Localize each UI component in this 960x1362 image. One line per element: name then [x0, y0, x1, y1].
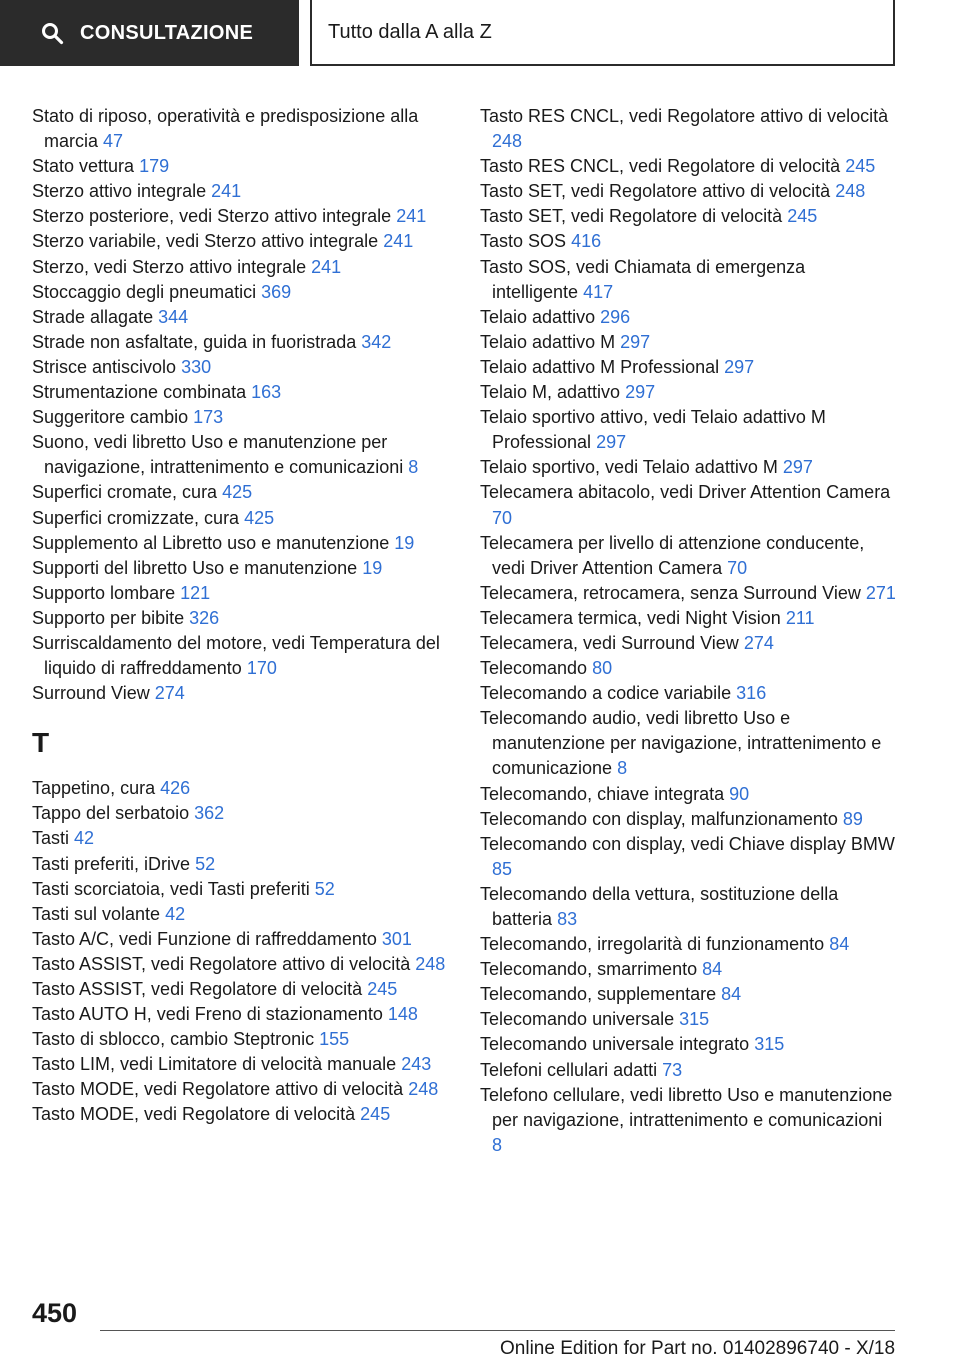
page-reference-link[interactable]: 52	[195, 853, 216, 874]
index-entry-text: Tasto ASSIST, vedi Regolatore attivo di velocità	[32, 953, 411, 974]
index-entry-text: Telecomando audio, vedi libretto Uso e manutenzione per navigazione, intrattenimento e comunicazione	[480, 708, 882, 779]
index-entry	[480, 982, 896, 1007]
index-entry-text: Supporto per bibite	[32, 607, 185, 628]
page-reference-link[interactable]: 245	[360, 1104, 391, 1125]
index-entry	[480, 455, 896, 480]
index-entry-text: Telecamera, vedi Surround View	[480, 632, 739, 653]
index-entry-text: Tasto di sblocco, cambio Steptronic	[32, 1029, 315, 1050]
index-entry-text: Suggeritore cambio	[32, 407, 189, 428]
index-entry-text: Telaio sportivo attivo, vedi Telaio adattivo M Professional	[480, 407, 826, 453]
index-entry	[480, 405, 896, 455]
index-entry	[32, 801, 448, 826]
index-entry-text: Telecamera abitacolo, vedi Driver Attention Camera	[480, 482, 891, 503]
index-entry	[480, 606, 896, 631]
page-reference-link[interactable]: 179	[139, 156, 170, 177]
edition-footer: Online Edition for Part no. 01402896740 - X/18	[500, 1338, 896, 1359]
index-entry	[32, 681, 448, 706]
index-entry	[32, 977, 448, 1002]
page-reference-link[interactable]: 84	[702, 959, 723, 980]
page-reference-link[interactable]: 425	[222, 482, 253, 503]
index-entry-text: Sterzo attivo integrale	[32, 181, 207, 202]
page-reference-link[interactable]: 243	[401, 1054, 432, 1075]
index-entry-text: Supporto lombare	[32, 582, 176, 603]
index-entry	[32, 480, 448, 505]
index-entry	[32, 405, 448, 430]
page-reference-link[interactable]: 90	[729, 783, 750, 804]
index-entry-text: Telaio adattivo	[480, 306, 596, 327]
page-reference-link[interactable]: 163	[251, 382, 282, 403]
index-entry-text: Strumentazione combinata	[32, 382, 247, 403]
index-entry	[32, 506, 448, 531]
index-entry	[480, 782, 896, 807]
index-entry	[480, 1007, 896, 1032]
page-reference-link[interactable]: 83	[557, 909, 578, 929]
page-reference-link[interactable]: 344	[158, 306, 189, 327]
index-entry	[32, 606, 448, 631]
page-reference-link[interactable]: 85	[492, 858, 513, 879]
index-entry-text: Tasto SOS	[480, 231, 567, 252]
index-entry-text: Stato di riposo, operatività e predisposizione alla marcia	[32, 106, 419, 152]
index-entry-text: Tasto AUTO H, vedi Freno di stazionamento	[32, 1004, 383, 1025]
page-reference-link[interactable]: 80	[592, 658, 613, 679]
index-entry-text: Telecomando della vettura, sostituzione della batteria	[480, 883, 839, 929]
page-reference-link[interactable]: 297	[724, 356, 755, 377]
page-reference-link[interactable]: 330	[181, 356, 212, 377]
page-reference-link[interactable]: 73	[662, 1059, 683, 1080]
page-reference-link[interactable]: 89	[842, 808, 863, 829]
page-reference-link[interactable]: 248	[492, 131, 523, 152]
index-entry	[32, 581, 448, 606]
page-reference-link[interactable]: 245	[787, 206, 818, 227]
index-entry-text: Superfici cromate, cura	[32, 482, 218, 503]
section-letter: T	[32, 727, 50, 759]
page-reference-link[interactable]: 211	[785, 607, 815, 628]
index-entry-text: Tasti scorciatoia, vedi Tasti preferiti	[32, 878, 310, 899]
index-entry	[32, 355, 448, 380]
page-reference-link[interactable]: 369	[261, 281, 292, 302]
page-reference-link[interactable]: 326	[189, 607, 220, 628]
index-entry	[32, 556, 448, 581]
index-entry	[480, 380, 896, 405]
search-tab-label: CONSULTAZIONE	[80, 21, 254, 44]
page-reference-link[interactable]: 121	[180, 582, 211, 603]
page-reference-link[interactable]: 274	[743, 632, 774, 653]
left-entries-top	[32, 104, 448, 706]
index-entry	[480, 355, 896, 380]
page-reference-link[interactable]: 362	[194, 803, 225, 824]
page-reference-link[interactable]: 241	[311, 256, 342, 277]
index-entry-text: Strade allagate	[32, 306, 154, 327]
page-reference-link[interactable]: 301	[381, 928, 412, 949]
page-reference-link[interactable]: 316	[736, 683, 767, 704]
header-bar	[0, 0, 960, 66]
index-entry	[32, 104, 448, 154]
page-reference-link[interactable]: 70	[727, 557, 748, 578]
index-entry	[480, 882, 896, 932]
index-entry	[480, 104, 896, 154]
index-entry	[32, 902, 448, 927]
index-entry-text: Surround View	[32, 683, 150, 704]
page-reference-link[interactable]: 248	[835, 181, 866, 202]
page-reference-link[interactable]: 425	[244, 507, 275, 528]
index-entry	[480, 305, 896, 330]
index-entry-text: Tasti preferiti, iDrive	[32, 853, 191, 874]
index-entry	[480, 204, 896, 229]
index-entry-text: Telecomando	[480, 658, 588, 679]
index-entry-text: Telecomando con display, vedi Chiave display BMW	[480, 833, 895, 854]
index-entry	[480, 957, 896, 982]
page-reference-link[interactable]: 274	[154, 683, 185, 704]
left-entries-bottom	[32, 776, 448, 1127]
index-entry	[32, 154, 448, 179]
page-reference-link[interactable]: 416	[571, 231, 602, 252]
index-entry	[32, 280, 448, 305]
index-entry	[480, 656, 896, 681]
index-entry-text: Sterzo variabile, vedi Sterzo attivo integrale	[32, 231, 379, 252]
index-entry-text: Telecomando, supplementare	[480, 984, 717, 1005]
index-entry-text: Superfici cromizzate, cura	[32, 507, 240, 528]
page-reference-link[interactable]: 241	[211, 181, 242, 202]
page-reference-link[interactable]: 8	[617, 758, 628, 779]
index-entry	[32, 1052, 448, 1077]
index-entry-text: Telecamera per livello di attenzione conducente, vedi Driver Attention Camera	[480, 532, 865, 578]
index-entry	[32, 877, 448, 902]
page-reference-link[interactable]: 70	[492, 507, 513, 528]
index-entry	[32, 852, 448, 877]
index-entry	[480, 681, 896, 706]
page-reference-link[interactable]: 241	[396, 206, 427, 227]
index-entry	[480, 581, 896, 606]
index-entry	[480, 932, 896, 957]
page-reference-link[interactable]: 42	[74, 828, 95, 849]
page-reference-link[interactable]: 42	[165, 903, 186, 924]
index-entry-text: Surriscaldamento del motore, vedi Temperatura del liquido di raffreddamento	[32, 632, 440, 679]
footer-divider	[100, 1330, 895, 1331]
index-entry-text: Telaio sportivo, vedi Telaio adattivo M	[480, 457, 778, 478]
index-entry	[480, 480, 896, 530]
page-reference-link[interactable]: 271	[865, 582, 896, 603]
left-column	[32, 104, 448, 1128]
index-entry-text: Telecomando universale integrato	[480, 1034, 750, 1055]
index-entry-text: Telecomando, irregolarità di funzionamento	[480, 934, 825, 955]
index-entry-text: Supporti del libretto Uso e manutenzione	[32, 557, 358, 578]
index-columns	[32, 104, 896, 1274]
page-reference-link[interactable]: 297	[782, 457, 813, 478]
index-entry	[480, 1058, 896, 1083]
index-entry-text: Tasto MODE, vedi Regolatore di velocità	[32, 1104, 356, 1125]
index-entry-text: Telefono cellulare, vedi libretto Uso e manutenzione per navigazione, intrattenimento e comunicazioni	[480, 1084, 893, 1130]
index-entry	[480, 154, 896, 179]
index-entry-text: Telecomando, chiave integrata	[480, 783, 725, 804]
index-entry-text: Tasto SET, vedi Regolatore di velocità	[480, 206, 783, 227]
index-entry-text: Tasti sul volante	[32, 903, 161, 924]
index-entry	[480, 631, 896, 656]
index-entry	[32, 927, 448, 952]
page-number: 450	[32, 1298, 78, 1328]
index-entry	[32, 1077, 448, 1102]
index-entry-text: Tasto RES CNCL, vedi Regolatore attivo di velocità	[480, 106, 889, 126]
page-reference-link[interactable]: 170	[246, 658, 277, 679]
index-entry	[480, 807, 896, 832]
section-title: Tutto dalla A alla Z	[328, 20, 492, 43]
page-reference-link[interactable]: 8	[408, 457, 419, 478]
index-entry-text: Tasto LIM, vedi Limitatore di velocità manuale	[32, 1054, 397, 1075]
search-icon	[40, 21, 64, 45]
index-entry	[32, 952, 448, 977]
index-entry	[32, 229, 448, 254]
index-entry-text: Strisce antiscivolo	[32, 356, 177, 377]
index-entry-text: Telecomando, smarrimento	[480, 959, 698, 980]
index-entry-text: Tasto MODE, vedi Regolatore attivo di velocità	[32, 1079, 404, 1100]
index-entry-text: Suono, vedi libretto Uso e manutenzione per navigazione, intrattenimento e comunicazioni	[32, 432, 404, 478]
page-reference-link[interactable]: 248	[415, 953, 446, 974]
index-entry-text: Telecomando a codice variabile	[480, 683, 732, 704]
index-entry	[32, 776, 448, 801]
index-entry-text: Telecamera, retrocamera, senza Surround View	[480, 582, 861, 603]
index-entry	[480, 1083, 896, 1158]
page-reference-link[interactable]: 245	[367, 979, 398, 999]
page-reference-link[interactable]: 148	[387, 1004, 418, 1025]
page-reference-link[interactable]: 84	[721, 984, 742, 1005]
right-column	[480, 104, 896, 1158]
index-entry	[32, 826, 448, 851]
page-reference-link[interactable]: 245	[845, 156, 876, 177]
index-entry	[480, 706, 896, 781]
page-reference-link[interactable]: 315	[679, 1009, 710, 1030]
page-reference-link[interactable]: 315	[754, 1034, 785, 1055]
index-entry-text: Tasto ASSIST, vedi Regolatore di velocità	[32, 979, 363, 999]
index-entry	[32, 380, 448, 405]
page-reference-link[interactable]: 297	[625, 382, 656, 403]
index-entry-text: Telaio adattivo M	[480, 331, 616, 352]
index-entry-text: Tasto SOS, vedi Chiamata di emergenza intelligente	[480, 256, 806, 302]
index-entry-text: Sterzo posteriore, vedi Sterzo attivo integrale	[32, 206, 392, 227]
index-entry	[32, 255, 448, 280]
index-entry	[480, 832, 896, 882]
index-entry-text: Telecomando con display, malfunzionamento	[480, 808, 838, 829]
page-reference-link[interactable]: 173	[193, 407, 224, 428]
index-entry-text: Telefoni cellulari adatti	[480, 1059, 658, 1080]
page-reference-link[interactable]: 8	[492, 1134, 503, 1155]
index-entry-text: Tasto RES CNCL, vedi Regolatore di velocità	[480, 156, 841, 177]
index-entry	[32, 1027, 448, 1052]
index-entry-text: Strade non asfaltate, guida in fuoristrada	[32, 331, 357, 352]
section-title-tab[interactable]	[310, 0, 895, 66]
page-reference-link[interactable]: 52	[314, 878, 335, 899]
index-entry-text: Tappo del serbatoio	[32, 803, 190, 824]
index-entry	[480, 255, 896, 305]
index-entry	[480, 229, 896, 254]
index-entry-text: Telaio M, adattivo	[480, 382, 621, 403]
index-entry-text: Supplemento al Libretto uso e manutenzione	[32, 532, 390, 553]
index-entry-text: Tasti	[32, 828, 70, 849]
page-reference-link[interactable]: 241	[383, 231, 414, 252]
index-entry-text: Telaio adattivo M Professional	[480, 356, 720, 377]
index-entry	[32, 204, 448, 229]
index-entry-text: Telecamera termica, vedi Night Vision	[480, 607, 781, 628]
index-entry	[32, 1002, 448, 1027]
index-entry-text: Stato vettura	[32, 156, 135, 177]
index-entry	[480, 330, 896, 355]
index-entry-text: Stoccaggio degli pneumatici	[32, 281, 257, 302]
index-entry-text: Sterzo, vedi Sterzo attivo integrale	[32, 256, 307, 277]
index-entry	[32, 631, 448, 681]
index-entry	[32, 1102, 448, 1127]
page-reference-link[interactable]: 296	[600, 306, 631, 327]
page-reference-link[interactable]: 155	[319, 1029, 350, 1050]
page-reference-link[interactable]: 248	[408, 1079, 439, 1100]
search-tab[interactable]	[0, 0, 299, 66]
page-reference-link[interactable]: 342	[361, 331, 392, 352]
index-entry	[32, 330, 448, 355]
index-entry	[480, 531, 896, 581]
right-entries	[480, 104, 896, 1158]
index-entry	[32, 531, 448, 556]
index-entry-text: Telecomando universale	[480, 1009, 675, 1030]
page-reference-link[interactable]: 84	[829, 934, 850, 955]
page-reference-link[interactable]: 47	[103, 131, 124, 152]
index-entry	[32, 430, 448, 480]
index-entry-text: Tasto A/C, vedi Funzione di raffreddamento	[32, 928, 377, 949]
index-entry	[32, 179, 448, 204]
page-reference-link[interactable]: 297	[596, 432, 627, 453]
page-reference-link[interactable]: 426	[160, 778, 191, 799]
page-reference-link[interactable]: 19	[394, 532, 415, 553]
index-entry	[32, 305, 448, 330]
index-entry-text: Tasto SET, vedi Regolatore attivo di velocità	[480, 181, 831, 202]
page-reference-link[interactable]: 417	[583, 281, 614, 302]
index-entry	[480, 1032, 896, 1057]
index-entry-text: Tappetino, cura	[32, 778, 156, 799]
index-entry	[480, 179, 896, 204]
page-reference-link[interactable]: 19	[362, 557, 383, 578]
page-reference-link[interactable]: 297	[620, 331, 651, 352]
